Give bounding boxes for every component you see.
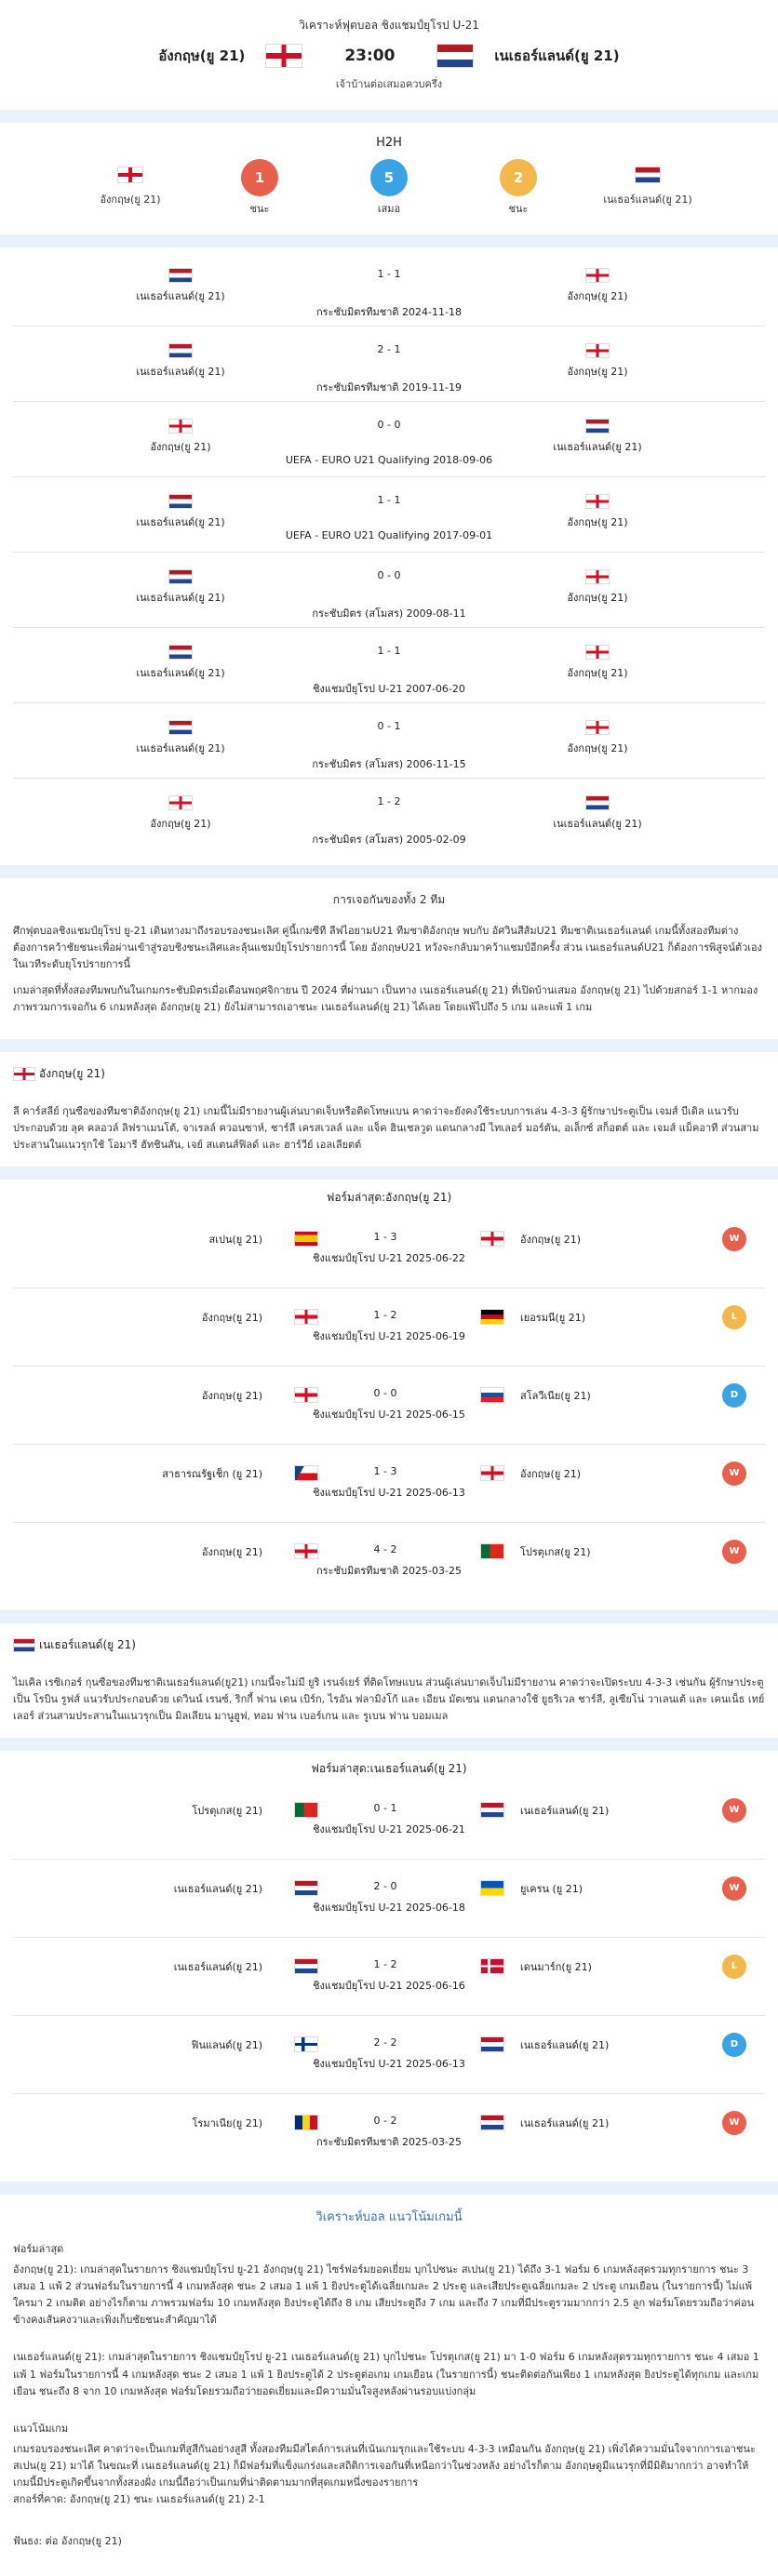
match-row[interactable]	[13, 402, 765, 477]
home-team: เนเธอร์แลนด์(ยู 21)	[173, 1883, 262, 1896]
result-badge: W	[722, 1540, 746, 1564]
match-score: 0 - 0	[373, 1386, 397, 1399]
kickoff-time: 23:00	[344, 47, 396, 65]
preview-paragraph: เกมล่าสุดที่ทั้งสองทีมพบกันในเกมกระชับมิตรเมื่อเดือนพฤศจิกายน ปี 2024 ที่ผ่านมา เป็นทาง เนเธอร์แลนด์(ยู 21) ที่เปิดบ้านเสมอ อังกฤษ(ยู 21) ไปด้วยสกอร์ 1-1 หากมองภาพรวมการเจอกัน 6 เกมหลังสุด อังกฤษ(ยู 21) ยังไม่สามารถเอาชนะ เนเธอร์แลนด์(ยู 21) ได้เลย โดยแพ้ไปถึง 5 เกม และแพ้ 1 เกม	[13, 984, 758, 1014]
match-info: กระชับมิตรทีมชาติ 2019-11-19	[316, 381, 462, 394]
england-section	[0, 1052, 778, 1167]
h2h-wins	[204, 159, 315, 217]
home-flag-icon	[294, 1802, 318, 1818]
form-row[interactable]	[13, 1288, 765, 1367]
predicted-score: สกอร์ที่คาด: อังกฤษ(ยู 21) ชนะ เนเธอร์แลนด์(ยู 21) 2-1	[13, 2493, 265, 2506]
netherlands-analysis: เนเธอร์แลนด์(ยู 21): เกมล่าสุดในรายการ ชิงแชมป์ยุโรป ยู-21 เนเธอร์แลนด์(ยู 21) บุกไปชนะ โปรตุเกส(ยู 21) มา 1-0 ฟอร์ม 6 เกมหลังสุดรวมทุกรายการ ชนะ 4 เสมอ 1 แพ้ 1 ฟอร์มในรายการนี้ 4 เกมหลังสุด ชนะ 2 เสมอ 1 แพ้ 1 ยิงประตูได้ 2 ประตูต่อเกม เกมเยือน (ในรายการนี้) ชนะติดต่อกันเพียง 1 เกมหลังสุด ยิงประตูได้ทุกเกม และเกมเยือน ชนะถึง 8 จาก 10 เกมหลังสุด ฟอร์มโดยรวมถือว่ายอดเยี่ยมและมีความมั่นใจสูงหลังผ่านรอบแบ่งกลุ่ม	[13, 2351, 759, 2397]
h2h-title: H2H	[376, 136, 402, 150]
match-score: 1 - 2	[373, 1958, 397, 1971]
home-flag-icon	[294, 1231, 318, 1247]
match-info: ชิงแชมป์ยุโรป U-21 2025-06-22	[313, 1251, 465, 1264]
match-info: UEFA - EURO U21 Qualifying 2017-09-01	[285, 529, 493, 541]
away-flag-icon	[480, 1802, 504, 1818]
home-team: อังกฤษ(ยู 21)	[150, 818, 211, 830]
match-row[interactable]	[13, 327, 765, 402]
match-score: 4 - 2	[373, 1542, 397, 1555]
home-team: เนเธอร์แลนด์(ยู 21)	[136, 366, 225, 378]
final-pick: ฟันธง: ต่อ อังกฤษ(ยู 21)	[13, 2534, 122, 2547]
away-team-name[interactable]: เนเธอร์แลนด์(ยู 21)	[494, 47, 620, 64]
england-flag-icon	[265, 44, 302, 68]
home-flag-icon	[294, 1543, 318, 1559]
form-heading: ฟอร์มล่าสุด:อังกฤษ(ยู 21)	[326, 1190, 452, 1204]
home-team: เนเธอร์แลนด์(ยู 21)	[136, 592, 225, 604]
home-flag-icon	[294, 1958, 318, 1974]
h2h-match-list	[0, 247, 778, 865]
home-team: เนเธอร์แลนด์(ยู 21)	[136, 742, 225, 754]
away-team: อังกฤษ(ยู 21)	[520, 1467, 582, 1480]
competition-title: วิเคราะห์ฟุตบอล ชิงแชมป์ยุโรป U-21	[299, 19, 479, 32]
match-score: 0 - 2	[373, 2115, 397, 2128]
away-flag-icon	[480, 1543, 504, 1559]
team-name: เนเธอร์แลนด์(ยู 21)	[39, 1637, 136, 1651]
match-row[interactable]	[13, 553, 765, 628]
match-info: กระชับมิตรทีมชาติ 2024-11-18	[316, 306, 462, 318]
match-score: 1 - 3	[373, 1230, 397, 1243]
form-row[interactable]	[13, 1523, 765, 1601]
form-row[interactable]	[13, 1860, 765, 1938]
form-row[interactable]	[13, 1782, 765, 1860]
away-flag-icon	[585, 494, 610, 509]
match-header	[0, 0, 778, 110]
match-row[interactable]	[13, 251, 765, 327]
away-team: อังกฤษ(ยู 21)	[567, 290, 628, 302]
home-flag-icon	[294, 1309, 318, 1325]
form-row[interactable]	[13, 2094, 765, 2172]
match-info: กระชับมิตรทีมชาติ 2025-03-25	[316, 1564, 462, 1577]
match-score: 1 - 3	[373, 1464, 397, 1477]
match-score: 0 - 1	[377, 720, 401, 732]
match-info: ชิงแชมป์ยุโรป U-21 2025-06-16	[313, 1980, 465, 1993]
team-summary: ลี คาร์สลีย์ กุนซือของทีมชาติอังกฤษ(ยู 21) เกมนี้ไม่มีรายงานผู้เล่นบาดเจ็บหรือติดโทษแบน คาดว่าจะยังคงใช้ระบบการเล่น 4-3-3 ผู้รักษาประตูเป็น เจมส์ บีเดิล แนวรับประกอบด้วย ลุค คลอวล์ ลิฟราเมนโต้, จาเรลล์ ควอนซาห์, ชาร์ลี เครสเวลล์ และ แจ็ค ฮินเชลวูด แดนกลางมี ไทเลอร์ มอร์ตัน, อเล็กซ์ สก็อตต์ และ เจมส์ แม็คอาที ส่วนสามประสานในแนวรุกใช้ โอมารี ฮัทชินสัน, เจย์ สแตนส์ฟิลด์ และ ฮาร์วีย์ เอลเลียตต์	[13, 1104, 759, 1151]
home-flag-icon	[294, 1465, 318, 1481]
home-team: สาธารณรัฐเช็ก (ยู 21)	[162, 1467, 262, 1480]
home-team-name[interactable]: อังกฤษ(ยู 21)	[158, 47, 246, 64]
away-flag-icon	[585, 268, 610, 283]
away-team: เนเธอร์แลนด์(ยู 21)	[520, 2117, 610, 2130]
match-info: ชิงแชมป์ยุโรป U-21 2007-06-20	[313, 683, 465, 695]
away-team: อังกฤษ(ยู 21)	[520, 1233, 582, 1246]
away-team: ยูเครน (ยู 21)	[520, 1883, 584, 1896]
home-team: สเปน(ยู 21)	[208, 1233, 262, 1246]
home-team: อังกฤษ(ยู 21)	[150, 441, 211, 453]
wins-label: ชนะ	[249, 203, 270, 215]
h2h-away-team	[592, 159, 704, 207]
away-flag-icon	[585, 720, 610, 735]
england-analysis: อังกฤษ(ยู 21): เกมล่าสุดในรายการ ชิงแชมป์ยุโรป ยู-21 อังกฤษ(ยู 21) ไซร์ฟอร์มยอดเยี่ยม บุกไปชนะ สเปน(ยู 21) ได้ถึง 3-1 ฟอร์ม 6 เกมหลังสุดรวมทุกรายการ ชนะ 3 เสมอ 1 แพ้ 2 ส่วนฟอร์มในรายการนี้ 4 เกมหลังสุด ชนะ 2 เสมอ 1 แพ้ 1 ยิงประตูได้เฉลี่ยเกมละ 2 ประตู และเสียประตูเฉลี่ยเกมละ 2 ประตู เกมเยือน (ในรายการนี้) ไม่แพ้ใครมา 2 เกมติด อย่างไรก็ตาม ภาพรวมฟอร์ม 10 เกมหลังสุด ยิงประตูได้ถึง 8 เกม เสียประตูถึง 7 เกม และถึง 7 เกมที่มีประตูรวมมากกว่า 2.5 ลูก ฟอร์มโดยรวมถือว่าค่อนข้างคงเส้นคงวาและเพิ่งเก็บชัยชนะสำคัญมาได้	[13, 2262, 755, 2327]
home-flag-icon	[294, 1387, 318, 1403]
match-score: 1 - 2	[377, 795, 401, 808]
h2h-losses	[463, 159, 574, 217]
h2h-home-name: อังกฤษ(ยู 21)	[100, 194, 161, 206]
match-score: 1 - 2	[373, 1308, 397, 1321]
away-team: เนเธอร์แลนด์(ยู 21)	[553, 818, 642, 830]
match-info: กระชับมิตร (สโมสร) 2009-08-11	[312, 607, 466, 620]
result-badge: W	[722, 1876, 746, 1901]
match-info: ชิงแชมป์ยุโรป U-21 2025-06-21	[313, 1823, 465, 1836]
result-badge: W	[722, 2111, 746, 2135]
home-team: อังกฤษ(ยู 21)	[201, 1311, 262, 1324]
home-team: เนเธอร์แลนด์(ยู 21)	[136, 667, 225, 679]
away-team: เนเธอร์แลนด์(ยู 21)	[553, 441, 642, 453]
home-team: อังกฤษ(ยู 21)	[201, 1389, 262, 1402]
match-score: 2 - 1	[377, 343, 401, 355]
away-flag-icon	[585, 343, 610, 358]
trend-analysis: เกมรอบรองชนะเลิศ คาดว่าจะเป็นเกมที่สูสีกันอย่างสูสี ทั้งสองทีมมีสไตล์การเล่นที่เน้นเกมรุกและใช้ระบบ 4-3-3 เหมือนกัน อังกฤษ(ยู 21) เพิ่งได้ความมั่นใจจากการเอาชนะ สเปน(ยู 21) มาได้ ในขณะที่ เนเธอร์แลนด์(ยู 21) ก็มีฟอร์มที่แข็งแกร่งและสถิติการเจอกันที่เหนือกว่าในช่วงหลัง อย่างไรก็ตาม อังกฤษดูมีแนวรุกที่มีมิติมากกว่า อาจทำให้เกมนี้มีประตูเกิดขึ้นจากทั้งสองฝั่ง เกมนี้ถือว่าเป็นเกมที่น่าติดตามมากที่สุดเกมหนึ่งของรายการ	[13, 2443, 756, 2489]
team-heading	[0, 1623, 778, 1667]
england-flag-icon	[13, 1067, 35, 1081]
match-info: ชิงแชมป์ยุโรป U-21 2025-06-18	[313, 1902, 465, 1915]
home-team: เนเธอร์แลนด์(ยู 21)	[136, 516, 225, 528]
away-team: เนเธอร์แลนด์(ยู 21)	[520, 2039, 610, 2052]
team-summary: ไมเคิล เรซิเกอร์ กุนซือของทีมชาติเนเธอร์แลนด์(ยู21) เกมนี้จะไม่มี ยูริ เรนจ์เยร์ ที่ติดโทษแบน ส่วนผู้เล่นบาดเจ็บไม่มีรายงาน คาดว่าจะเปิดระบบ 4-3-3 เช่นกัน ผู้รักษาประตูเป็น โรบิน รูฟส์ แนวรับประกอบด้วย เดวินน์ เรนซ์, ริกกี้ ฟาน เดน เบิร์ก, ไรอัน ฟลามิงโก้ และ เอียน มัตเซน แดนกลางใช้ ยูธริเวล ชาร์ลี, ลูเซียโน่ วาเลนเต้ และ เคนเน็ธ เทย์เลอร์ ส่วนสามประสานในแนวรุกเป็น มิลเลียน มานูฮูฟ, ทอม ฟาน เบอร์เกน และ รูเบน ฟาน บอมเมล	[13, 1675, 765, 1723]
draws-label: เสมอ	[377, 203, 401, 215]
away-flag-icon	[480, 1231, 504, 1247]
away-flag-icon	[480, 1958, 504, 1974]
match-info: กระชับมิตร (สโมสร) 2006-11-15	[312, 758, 466, 770]
match-score: 1 - 1	[377, 494, 401, 506]
home-team: ฟินแลนด์(ยู 21)	[191, 2039, 262, 2052]
away-team: โปรตุเกส(ยู 21)	[520, 1545, 591, 1558]
match-info: UEFA - EURO U21 Qualifying 2018-09-06	[285, 454, 493, 466]
match-row[interactable]	[13, 779, 765, 854]
match-score: 2 - 0	[373, 1880, 397, 1893]
form-row[interactable]	[13, 1938, 765, 2016]
away-flag-icon	[480, 2115, 504, 2130]
preview-paragraph: ศึกฟุตบอลชิงแชมป์ยุโรป ยู-21 เดินทางมาถึงรอบรองชนะเลิศ คู่นี้เกมซีที ลีฟไอยามU21 ทีมชาติอังกฤษ พบกับ อัศวินสีส้มU21 ทีมชาติเนเธอร์แลนด์ เกมนี้ทั้งสองทีมต่างต้องการคว้าชัยชนะเพื่อผ่านเข้าสู่รอบชิงชนะเลิศและลุ้นแชมป์ยุโรปรายการนี้ โดย อังกฤษU21 หวังจะกลับมาคว้าแชมป์อีกครั้ง ส่วน เนเธอร์แลนด์U21 ก็ต้องการพิสูจน์ตัวเองในเวทีระดับยุโรปรายการนี้	[13, 924, 763, 971]
team-name: อังกฤษ(ยู 21)	[39, 1066, 105, 1080]
preview-section	[0, 878, 778, 1039]
result-badge: W	[722, 1798, 746, 1822]
h2h-away-name: เนเธอร์แลนด์(ยู 21)	[603, 194, 692, 206]
home-flag-icon	[294, 1880, 318, 1896]
h2h-draws	[333, 159, 445, 217]
h2h-home-team	[74, 159, 186, 207]
away-team: เดนมาร์ก(ยู 21)	[520, 1961, 592, 1974]
away-team: อังกฤษ(ยู 21)	[567, 592, 628, 604]
result-badge: L	[722, 1305, 746, 1329]
result-badge: D	[722, 1383, 746, 1408]
form-heading: ฟอร์มล่าสุด:เนเธอร์แลนด์(ยู 21)	[311, 1762, 467, 1776]
away-team: สโลวีเนีย(ยู 21)	[520, 1389, 591, 1402]
away-team: เยอรมนี(ยู 21)	[520, 1311, 586, 1324]
result-badge: D	[722, 2033, 746, 2057]
result-badge: W	[722, 1462, 746, 1486]
away-team: เนเธอร์แลนด์(ยู 21)	[520, 1805, 610, 1818]
match-score: 2 - 2	[373, 2036, 397, 2049]
team-heading	[0, 1052, 778, 1096]
match-row[interactable]	[13, 628, 765, 703]
netherlands-flag-icon	[436, 44, 474, 68]
away-flag-icon	[480, 1880, 504, 1896]
match-score: 0 - 0	[377, 569, 401, 581]
h2h-summary	[0, 123, 778, 234]
away-team: อังกฤษ(ยู 21)	[567, 516, 628, 528]
match-info: ชิงแชมป์ยุโรป U-21 2025-06-13	[313, 1486, 465, 1499]
away-flag-icon	[480, 1465, 504, 1481]
away-flag-icon	[585, 795, 610, 810]
match-row[interactable]	[13, 477, 765, 553]
match-score: 0 - 0	[377, 419, 401, 431]
away-team: อังกฤษ(ยู 21)	[567, 667, 628, 679]
losses-count: 2	[500, 159, 537, 196]
form-subheading: ฟอร์มล่าสุด	[13, 2242, 64, 2255]
away-flag-icon	[585, 569, 610, 584]
form-row[interactable]	[13, 1210, 765, 1288]
away-flag-icon	[585, 645, 610, 660]
netherlands-flag-icon	[635, 167, 661, 183]
match-info: กระชับมิตรทีมชาติ 2025-03-25	[316, 2136, 462, 2149]
odds-prediction: เจ้าบ้านต่อเสมอควบครึ่ง	[335, 78, 443, 90]
home-flag-icon	[294, 2115, 318, 2130]
match-score: 1 - 1	[377, 645, 401, 657]
analysis-heading: วิเคราะห์บอล แนวโน้มเกมนี้	[315, 2210, 463, 2225]
trend-subheading: แนวโน้มเกม	[13, 2422, 69, 2435]
wins-count: 1	[241, 159, 278, 196]
match-info: ชิงแชมป์ยุโรป U-21 2025-06-15	[313, 1408, 465, 1421]
home-team: อังกฤษ(ยู 21)	[201, 1545, 262, 1558]
match-info: ชิงแชมป์ยุโรป U-21 2025-06-19	[313, 1329, 465, 1342]
home-team: เนเธอร์แลนด์(ยู 21)	[136, 290, 225, 302]
draws-count: 5	[370, 159, 408, 196]
match-score: 1 - 1	[377, 268, 401, 280]
home-team: โปรตุเกส(ยู 21)	[192, 1805, 262, 1818]
match-score: 0 - 1	[373, 1802, 397, 1815]
losses-label: ชนะ	[508, 203, 529, 215]
england-flag-icon	[117, 167, 143, 183]
away-flag-icon	[585, 419, 610, 434]
match-row[interactable]	[13, 703, 765, 779]
home-team: โรมาเนีย(ยู 21)	[192, 2117, 262, 2130]
form-row[interactable]	[13, 2016, 765, 2094]
preview-heading: การเจอกันของทั้ง 2 ทีม	[332, 893, 446, 906]
england-form	[0, 1180, 778, 1610]
match-info: กระชับมิตร (สโมสร) 2005-02-09	[312, 834, 466, 846]
form-row[interactable]	[13, 1367, 765, 1445]
home-flag-icon	[294, 2036, 318, 2052]
form-row[interactable]	[13, 1445, 765, 1523]
result-badge: L	[722, 1955, 746, 1979]
match-info: ชิงแชมป์ยุโรป U-21 2025-06-13	[313, 2058, 465, 2071]
netherlands-section	[0, 1623, 778, 1738]
netherlands-form	[0, 1751, 778, 2182]
away-flag-icon	[480, 2036, 504, 2052]
away-flag-icon	[480, 1387, 504, 1403]
away-team: อังกฤษ(ยู 21)	[567, 366, 628, 378]
analysis-section	[0, 2195, 778, 2575]
home-team: เนเธอร์แลนด์(ยู 21)	[173, 1961, 262, 1974]
result-badge: W	[722, 1227, 746, 1251]
away-flag-icon	[480, 1309, 504, 1325]
netherlands-flag-icon	[13, 1638, 35, 1652]
away-team: อังกฤษ(ยู 21)	[567, 742, 628, 754]
